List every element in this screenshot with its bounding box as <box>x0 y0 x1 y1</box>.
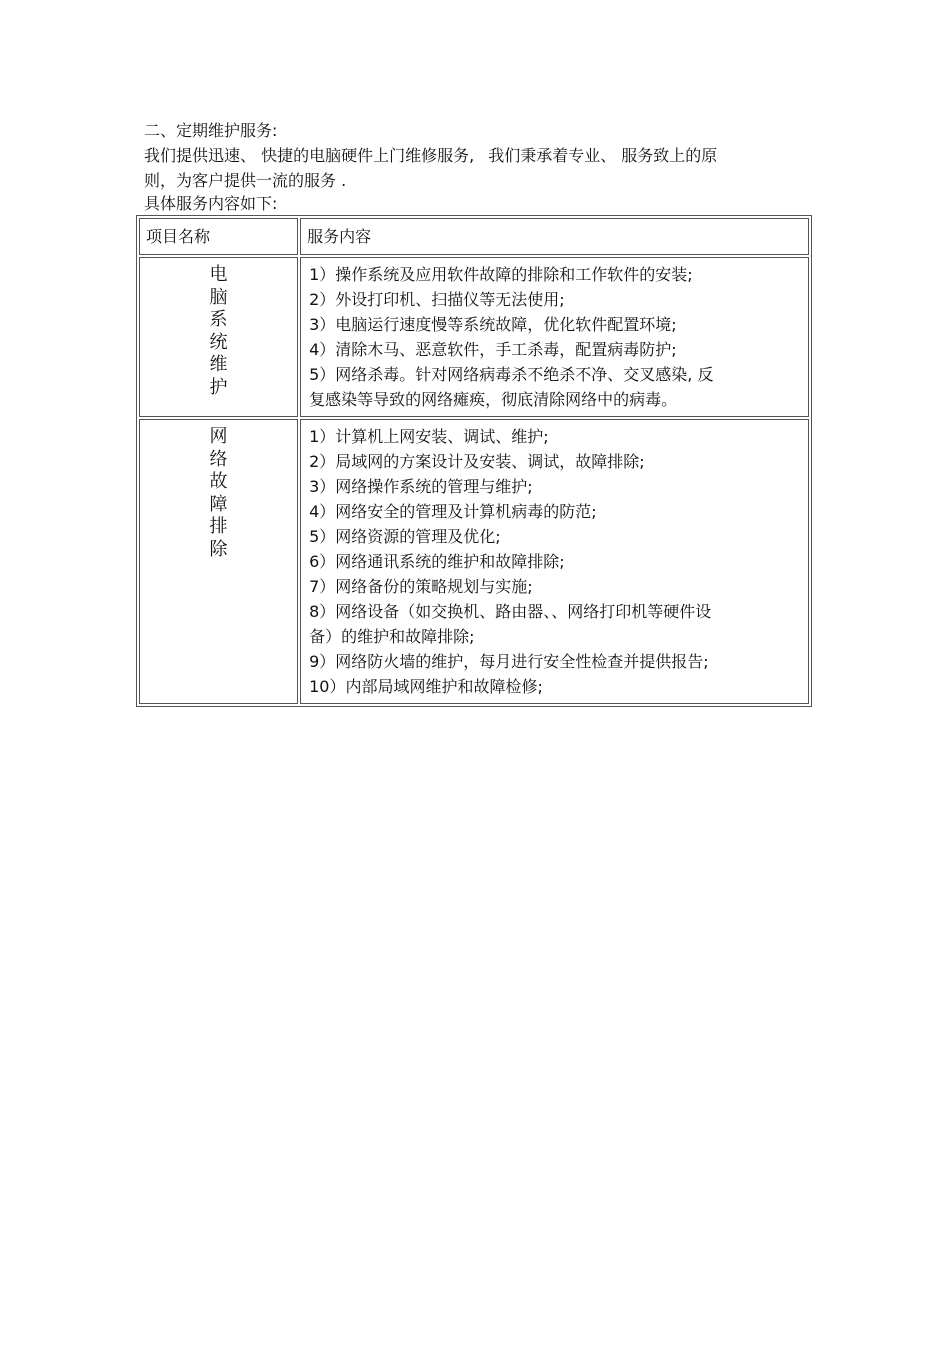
list-item: 1）操作系统及应用软件故障的排除和工作软件的安装; <box>309 265 693 284</box>
row-name-computer-maintenance <box>139 257 298 417</box>
name-char: 维 <box>209 354 228 375</box>
row-content-network-troubleshooting <box>300 419 809 704</box>
list-item-continuation: 复感染等导致的网络瘫痪，彻底清除网络中的病毒。 <box>309 390 678 409</box>
list-item: 1）计算机上网安装、调试、维护; <box>309 427 549 446</box>
table-header-row <box>139 218 809 255</box>
row-name-network-troubleshooting <box>139 419 298 704</box>
list-item-text: 5）网络杀毒。针对网络病毒杀不绝杀不净、交叉感染, <box>309 365 693 384</box>
list-item: 6）网络通讯系统的维护和故障排除; <box>309 552 565 571</box>
header-service-content: 服务内容 <box>300 218 809 255</box>
name-char: 统 <box>209 331 228 353</box>
list-item: 2）外设打印机、扫描仪等无法使用; <box>309 290 565 309</box>
section-heading: 二、定期维护服务: <box>144 121 278 140</box>
list-item: 7）网络备份的策略规划与实施; <box>309 577 533 596</box>
name-char: 脑 <box>209 286 228 308</box>
table-row <box>139 419 809 704</box>
list-item: 9）网络防火墙的维护，每月进行安全性检查并提供报告; <box>309 652 709 671</box>
list-item: 8）网络设备（如交换机、路由器、、网络打印机等硬件设 <box>309 602 712 621</box>
table-row <box>139 257 809 417</box>
name-char: 排 <box>209 516 228 537</box>
intro-line-1-part-b: 我们秉承着专业、 服务致上的原 <box>488 146 718 165</box>
list-item: 3）电脑运行速度慢等系统故障，优化软件配置环境; <box>309 315 677 334</box>
list-item: 4）清除木马、恶意软件，手工杀毒，配置病毒防护; <box>309 340 677 359</box>
name-char: 电 <box>209 264 228 285</box>
name-char: 络 <box>209 448 228 470</box>
header-project-name: 项目名称 <box>139 218 298 255</box>
list-item: 2）局域网的方案设计及安装、调试，故障排除; <box>309 452 645 471</box>
list-item: 4）网络安全的管理及计算机病毒的防范; <box>309 502 597 521</box>
name-char: 故 <box>209 471 228 492</box>
name-char: 系 <box>209 309 228 330</box>
list-item: 3）网络操作系统的管理与维护; <box>309 477 533 496</box>
list-item: 5）网络资源的管理及优化; <box>309 527 501 546</box>
list-item-text: 反 <box>697 365 714 384</box>
list-item: 10）内部局域网维护和故障检修; <box>309 677 543 696</box>
table-lead-text: 具体服务内容如下: <box>144 194 278 213</box>
name-char: 除 <box>209 538 228 560</box>
list-item <box>309 362 802 387</box>
intro-line-1 <box>144 143 809 168</box>
intro-paragraph <box>144 143 809 193</box>
name-char: 网 <box>209 426 228 447</box>
name-char: 护 <box>209 376 228 398</box>
list-item-continuation: 备）的维护和故障排除; <box>309 627 475 646</box>
intro-line-2: 则，为客户提供一流的服务 . <box>144 171 347 190</box>
services-table <box>136 215 812 707</box>
intro-line-1-part-a: 我们提供迅速、 快捷的电脑硬件上门维修服务, <box>144 146 475 165</box>
name-char: 障 <box>209 493 228 515</box>
row-content-computer-maintenance <box>300 257 809 417</box>
